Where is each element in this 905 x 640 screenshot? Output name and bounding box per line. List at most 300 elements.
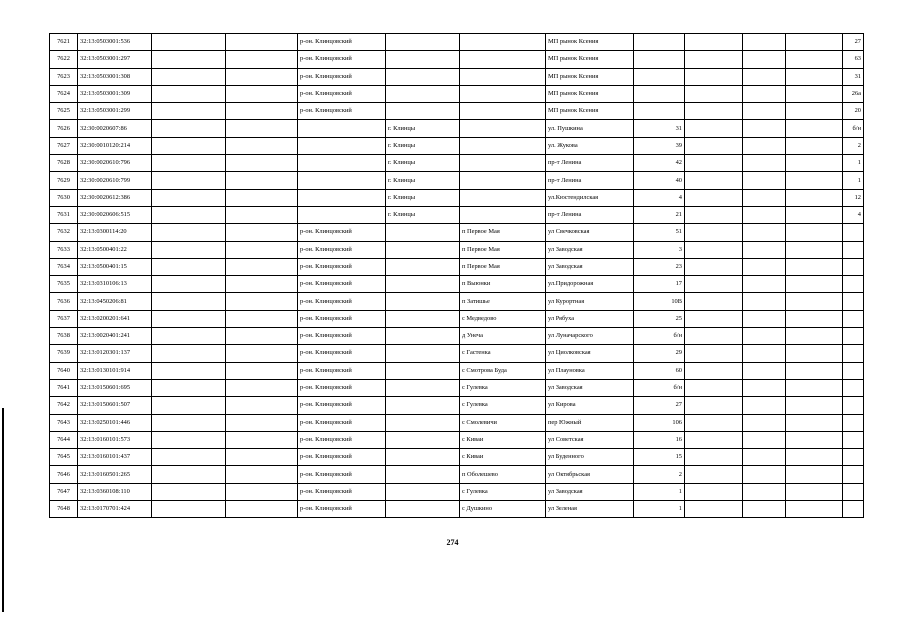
row-number-cell: 7631 <box>50 206 78 223</box>
col-11-cell <box>743 68 786 85</box>
settlement-cell <box>460 206 546 223</box>
col-12-cell <box>786 206 843 223</box>
street-cell: ул. Жукова <box>546 137 634 154</box>
district-cell: р-он. Клинцовский <box>298 379 386 396</box>
street-cell: ул Октябрьская <box>546 466 634 483</box>
house-number-cell: 60 <box>634 362 685 379</box>
premises-number-cell <box>843 224 864 241</box>
district-cell <box>298 189 386 206</box>
premises-number-cell <box>843 241 864 258</box>
district-cell: р-он. Клинцовский <box>298 449 386 466</box>
col-3-cell <box>152 362 226 379</box>
col-3-cell <box>152 189 226 206</box>
col-12-cell <box>786 258 843 275</box>
premises-number-cell <box>843 310 864 327</box>
cadastral-number-cell: 32:13:0200201:641 <box>78 310 152 327</box>
row-number-cell: 7646 <box>50 466 78 483</box>
row-number-cell: 7628 <box>50 155 78 172</box>
house-number-cell: 17 <box>634 276 685 293</box>
cadastral-number-cell: 32:13:0503001:536 <box>78 34 152 51</box>
city-cell <box>386 397 460 414</box>
district-cell: р-он. Клинцовский <box>298 85 386 102</box>
house-number-cell: 23 <box>634 258 685 275</box>
col-3-cell <box>152 483 226 500</box>
settlement-cell <box>460 51 546 68</box>
cadastral-number-cell: 32:13:0450206:81 <box>78 293 152 310</box>
col-12-cell <box>786 34 843 51</box>
settlement-cell: с Гулевка <box>460 379 546 396</box>
col-4-cell <box>226 501 298 518</box>
house-number-cell: 31 <box>634 120 685 137</box>
district-cell: р-он. Клинцовский <box>298 224 386 241</box>
col-3-cell <box>152 103 226 120</box>
row-number-cell: 7630 <box>50 189 78 206</box>
cadastral-number-cell: 32:30:0020610:799 <box>78 172 152 189</box>
col-4-cell <box>226 431 298 448</box>
col-3-cell <box>152 276 226 293</box>
table-row <box>50 379 864 396</box>
register-table <box>49 33 864 518</box>
col-11-cell <box>743 189 786 206</box>
premises-number-cell <box>843 345 864 362</box>
premises-number-cell: 63 <box>843 51 864 68</box>
street-cell: ул Зеленая <box>546 501 634 518</box>
col-10-cell <box>685 155 743 172</box>
settlement-cell: с Душкино <box>460 501 546 518</box>
house-number-cell: б/н <box>634 379 685 396</box>
premises-number-cell <box>843 379 864 396</box>
col-4-cell <box>226 466 298 483</box>
col-12-cell <box>786 397 843 414</box>
scan-edge-mark <box>2 408 4 612</box>
city-cell: г. Клинцы <box>386 172 460 189</box>
col-10-cell <box>685 414 743 431</box>
city-cell <box>386 258 460 275</box>
col-11-cell <box>743 206 786 223</box>
premises-number-cell <box>843 258 864 275</box>
col-11-cell <box>743 34 786 51</box>
street-cell: ул Луначарского <box>546 328 634 345</box>
house-number-cell: 1 <box>634 483 685 500</box>
street-cell: ул Заводская <box>546 258 634 275</box>
row-number-cell: 7634 <box>50 258 78 275</box>
district-cell: р-он. Клинцовский <box>298 501 386 518</box>
table-row <box>50 34 864 51</box>
table-row <box>50 483 864 500</box>
city-cell <box>386 431 460 448</box>
col-11-cell <box>743 449 786 466</box>
row-number-cell: 7642 <box>50 397 78 414</box>
house-number-cell: 29 <box>634 345 685 362</box>
col-11-cell <box>743 224 786 241</box>
table-row <box>50 449 864 466</box>
settlement-cell: п Затишье <box>460 293 546 310</box>
city-cell <box>386 328 460 345</box>
col-12-cell <box>786 449 843 466</box>
district-cell: р-он. Клинцовский <box>298 414 386 431</box>
col-10-cell <box>685 310 743 327</box>
col-12-cell <box>786 137 843 154</box>
col-3-cell <box>152 397 226 414</box>
col-4-cell <box>226 68 298 85</box>
col-10-cell <box>685 172 743 189</box>
street-cell: ул Заводская <box>546 379 634 396</box>
settlement-cell <box>460 137 546 154</box>
premises-number-cell <box>843 449 864 466</box>
row-number-cell: 7632 <box>50 224 78 241</box>
premises-number-cell: 26а <box>843 85 864 102</box>
col-10-cell <box>685 120 743 137</box>
table-row <box>50 276 864 293</box>
street-cell: ул Рябуха <box>546 310 634 327</box>
col-3-cell <box>152 345 226 362</box>
col-10-cell <box>685 224 743 241</box>
city-cell <box>386 85 460 102</box>
col-4-cell <box>226 120 298 137</box>
house-number-cell: 16 <box>634 431 685 448</box>
street-cell: ул.Придорожная <box>546 276 634 293</box>
city-cell: г. Клинцы <box>386 189 460 206</box>
premises-number-cell <box>843 466 864 483</box>
premises-number-cell <box>843 362 864 379</box>
settlement-cell: с Киваи <box>460 449 546 466</box>
district-cell: р-он. Клинцовский <box>298 68 386 85</box>
settlement-cell <box>460 68 546 85</box>
table-row <box>50 85 864 102</box>
col-12-cell <box>786 51 843 68</box>
district-cell: р-он. Клинцовский <box>298 51 386 68</box>
col-12-cell <box>786 483 843 500</box>
row-number-cell: 7645 <box>50 449 78 466</box>
district-cell <box>298 172 386 189</box>
col-10-cell <box>685 449 743 466</box>
house-number-cell <box>634 85 685 102</box>
col-4-cell <box>226 206 298 223</box>
premises-number-cell: 12 <box>843 189 864 206</box>
col-3-cell <box>152 34 226 51</box>
row-number-cell: 7627 <box>50 137 78 154</box>
col-10-cell <box>685 34 743 51</box>
col-12-cell <box>786 501 843 518</box>
col-10-cell <box>685 51 743 68</box>
street-cell: ул Курортная <box>546 293 634 310</box>
row-number-cell: 7639 <box>50 345 78 362</box>
col-10-cell <box>685 362 743 379</box>
col-3-cell <box>152 414 226 431</box>
col-10-cell <box>685 466 743 483</box>
row-number-cell: 7633 <box>50 241 78 258</box>
settlement-cell: с Медведово <box>460 310 546 327</box>
row-number-cell: 7624 <box>50 85 78 102</box>
city-cell <box>386 51 460 68</box>
house-number-cell: 4 <box>634 189 685 206</box>
col-12-cell <box>786 310 843 327</box>
district-cell: р-он. Клинцовский <box>298 466 386 483</box>
street-cell: пер Южный <box>546 414 634 431</box>
col-10-cell <box>685 397 743 414</box>
col-12-cell <box>786 155 843 172</box>
premises-number-cell <box>843 431 864 448</box>
settlement-cell: с Киваи <box>460 431 546 448</box>
cadastral-number-cell: 32:13:0160501:265 <box>78 466 152 483</box>
register-table-body <box>50 34 864 518</box>
house-number-cell: 51 <box>634 224 685 241</box>
district-cell: р-он. Клинцовский <box>298 431 386 448</box>
row-number-cell: 7637 <box>50 310 78 327</box>
row-number-cell: 7625 <box>50 103 78 120</box>
row-number-cell: 7622 <box>50 51 78 68</box>
col-4-cell <box>226 85 298 102</box>
col-12-cell <box>786 172 843 189</box>
street-cell: МП рынок Ксения <box>546 85 634 102</box>
col-12-cell <box>786 103 843 120</box>
street-cell: пр-т Ленина <box>546 206 634 223</box>
settlement-cell: с Гулевка <box>460 397 546 414</box>
col-10-cell <box>685 85 743 102</box>
street-cell: ул Заводская <box>546 241 634 258</box>
city-cell <box>386 68 460 85</box>
table-row <box>50 362 864 379</box>
settlement-cell: с Смолевичи <box>460 414 546 431</box>
col-3-cell <box>152 172 226 189</box>
col-11-cell <box>743 345 786 362</box>
cadastral-number-cell: 32:13:0310106:13 <box>78 276 152 293</box>
settlement-cell <box>460 189 546 206</box>
house-number-cell: 10В <box>634 293 685 310</box>
col-3-cell <box>152 258 226 275</box>
col-3-cell <box>152 137 226 154</box>
house-number-cell: 25 <box>634 310 685 327</box>
col-10-cell <box>685 276 743 293</box>
table-row <box>50 310 864 327</box>
street-cell: ул. Пушкина <box>546 120 634 137</box>
settlement-cell: п Первое Мая <box>460 241 546 258</box>
district-cell <box>298 120 386 137</box>
table-row <box>50 155 864 172</box>
row-number-cell: 7621 <box>50 34 78 51</box>
col-3-cell <box>152 68 226 85</box>
col-12-cell <box>786 276 843 293</box>
col-10-cell <box>685 328 743 345</box>
settlement-cell <box>460 120 546 137</box>
house-number-cell: 27 <box>634 397 685 414</box>
district-cell <box>298 137 386 154</box>
house-number-cell: 15 <box>634 449 685 466</box>
premises-number-cell: 2 <box>843 137 864 154</box>
col-10-cell <box>685 379 743 396</box>
city-cell: г. Клинцы <box>386 155 460 172</box>
col-10-cell <box>685 206 743 223</box>
row-number-cell: 7648 <box>50 501 78 518</box>
city-cell <box>386 293 460 310</box>
table-row <box>50 172 864 189</box>
row-number-cell: 7647 <box>50 483 78 500</box>
premises-number-cell <box>843 276 864 293</box>
col-10-cell <box>685 137 743 154</box>
city-cell <box>386 345 460 362</box>
col-10-cell <box>685 103 743 120</box>
cadastral-number-cell: 32:13:0500401:15 <box>78 258 152 275</box>
col-3-cell <box>152 120 226 137</box>
cadastral-number-cell: 32:30:0020612:386 <box>78 189 152 206</box>
table-row <box>50 258 864 275</box>
cadastral-number-cell: 32:13:0150601:695 <box>78 379 152 396</box>
premises-number-cell <box>843 483 864 500</box>
row-number-cell: 7640 <box>50 362 78 379</box>
col-12-cell <box>786 224 843 241</box>
house-number-cell <box>634 68 685 85</box>
street-cell: ул Плауновка <box>546 362 634 379</box>
house-number-cell: 3 <box>634 241 685 258</box>
city-cell <box>386 34 460 51</box>
col-10-cell <box>685 501 743 518</box>
col-3-cell <box>152 328 226 345</box>
city-cell <box>386 241 460 258</box>
col-12-cell <box>786 241 843 258</box>
settlement-cell: п Оболешево <box>460 466 546 483</box>
col-11-cell <box>743 379 786 396</box>
col-11-cell <box>743 501 786 518</box>
col-11-cell <box>743 120 786 137</box>
table-row <box>50 397 864 414</box>
page-number: 274 <box>446 538 459 547</box>
city-cell <box>386 483 460 500</box>
cadastral-number-cell: 32:13:0503001:297 <box>78 51 152 68</box>
table-row <box>50 68 864 85</box>
table-row <box>50 103 864 120</box>
col-11-cell <box>743 310 786 327</box>
col-10-cell <box>685 345 743 362</box>
col-11-cell <box>743 137 786 154</box>
col-12-cell <box>786 345 843 362</box>
cadastral-number-cell: 32:30:0020607:86 <box>78 120 152 137</box>
district-cell: р-он. Клинцовский <box>298 34 386 51</box>
cadastral-number-cell: 32:13:0503001:299 <box>78 103 152 120</box>
col-4-cell <box>226 362 298 379</box>
district-cell: р-он. Клинцовский <box>298 310 386 327</box>
col-12-cell <box>786 414 843 431</box>
col-11-cell <box>743 241 786 258</box>
house-number-cell <box>634 51 685 68</box>
col-12-cell <box>786 293 843 310</box>
col-12-cell <box>786 120 843 137</box>
house-number-cell: 21 <box>634 206 685 223</box>
settlement-cell: п Первое Мая <box>460 258 546 275</box>
col-4-cell <box>226 103 298 120</box>
premises-number-cell <box>843 293 864 310</box>
col-11-cell <box>743 51 786 68</box>
col-3-cell <box>152 85 226 102</box>
cadastral-number-cell: 32:13:0160101:437 <box>78 449 152 466</box>
col-10-cell <box>685 258 743 275</box>
row-number-cell: 7638 <box>50 328 78 345</box>
col-12-cell <box>786 68 843 85</box>
col-4-cell <box>226 293 298 310</box>
col-11-cell <box>743 328 786 345</box>
col-11-cell <box>743 466 786 483</box>
settlement-cell: с Гулевка <box>460 483 546 500</box>
table-row <box>50 293 864 310</box>
cadastral-number-cell: 32:13:0160101:573 <box>78 431 152 448</box>
col-11-cell <box>743 293 786 310</box>
table-row <box>50 431 864 448</box>
city-cell: г. Клинцы <box>386 137 460 154</box>
premises-number-cell: 1 <box>843 155 864 172</box>
premises-number-cell: б/н <box>843 120 864 137</box>
cadastral-number-cell: 32:13:0300114:20 <box>78 224 152 241</box>
cadastral-number-cell: 32:30:0020610:796 <box>78 155 152 172</box>
col-4-cell <box>226 379 298 396</box>
street-cell: ул Циолковская <box>546 345 634 362</box>
street-cell: ул.Кюстендилская <box>546 189 634 206</box>
row-number-cell: 7635 <box>50 276 78 293</box>
col-3-cell <box>152 224 226 241</box>
street-cell: пр-т Ленина <box>546 155 634 172</box>
col-4-cell <box>226 224 298 241</box>
premises-number-cell: 1 <box>843 172 864 189</box>
cadastral-number-cell: 32:13:0360108:110 <box>78 483 152 500</box>
col-4-cell <box>226 137 298 154</box>
settlement-cell: п Первое Мая <box>460 224 546 241</box>
table-row <box>50 120 864 137</box>
cadastral-number-cell: 32:13:0120301:137 <box>78 345 152 362</box>
cadastral-number-cell: 32:13:0500401:22 <box>78 241 152 258</box>
premises-number-cell <box>843 328 864 345</box>
row-number-cell: 7636 <box>50 293 78 310</box>
city-cell: г. Клинцы <box>386 206 460 223</box>
cadastral-number-cell: 32:13:0020401:241 <box>78 328 152 345</box>
city-cell <box>386 103 460 120</box>
cadastral-number-cell: 32:13:0503001:309 <box>78 85 152 102</box>
settlement-cell: д Унеча <box>460 328 546 345</box>
premises-number-cell <box>843 397 864 414</box>
col-4-cell <box>226 258 298 275</box>
cadastral-number-cell: 32:30:0010120:214 <box>78 137 152 154</box>
col-12-cell <box>786 189 843 206</box>
col-4-cell <box>226 310 298 327</box>
row-number-cell: 7644 <box>50 431 78 448</box>
col-3-cell <box>152 501 226 518</box>
col-3-cell <box>152 310 226 327</box>
house-number-cell <box>634 103 685 120</box>
settlement-cell <box>460 103 546 120</box>
district-cell <box>298 155 386 172</box>
table-row <box>50 137 864 154</box>
street-cell: МП рынок Ксения <box>546 68 634 85</box>
col-10-cell <box>685 68 743 85</box>
col-4-cell <box>226 189 298 206</box>
district-cell: р-он. Клинцовский <box>298 345 386 362</box>
table-row <box>50 345 864 362</box>
col-4-cell <box>226 483 298 500</box>
city-cell <box>386 501 460 518</box>
row-number-cell: 7643 <box>50 414 78 431</box>
street-cell: ул Заводская <box>546 483 634 500</box>
street-cell: ул Советская <box>546 431 634 448</box>
col-4-cell <box>226 449 298 466</box>
table-row <box>50 414 864 431</box>
settlement-cell <box>460 172 546 189</box>
city-cell <box>386 362 460 379</box>
col-4-cell <box>226 276 298 293</box>
col-4-cell <box>226 328 298 345</box>
street-cell: МП рынок Ксения <box>546 103 634 120</box>
city-cell <box>386 414 460 431</box>
col-4-cell <box>226 397 298 414</box>
col-11-cell <box>743 362 786 379</box>
table-row <box>50 328 864 345</box>
settlement-cell: с Гастенка <box>460 345 546 362</box>
